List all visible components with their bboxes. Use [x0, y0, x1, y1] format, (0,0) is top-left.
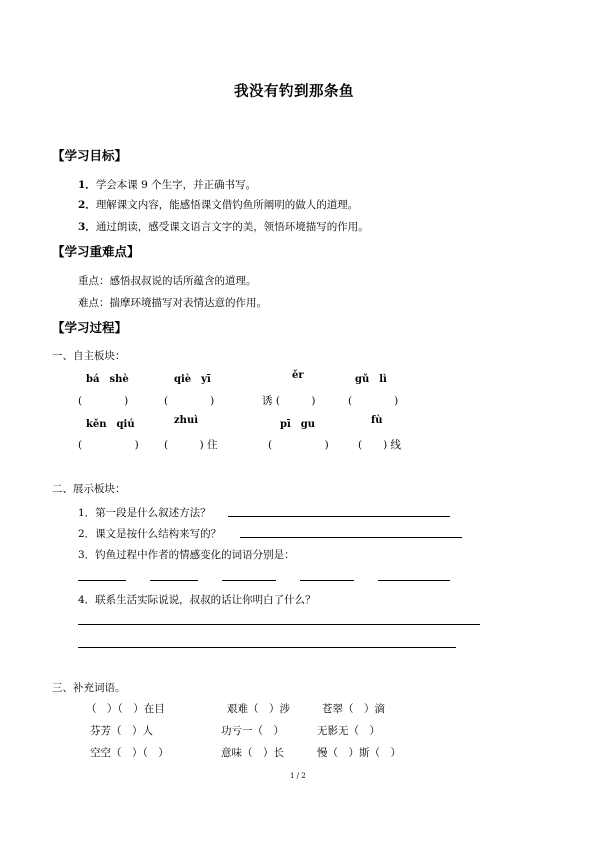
heading-process: 【学习过程】 [52, 320, 128, 335]
blank-fuxian[interactable]: ( ) 线 [358, 439, 402, 451]
question-1: 1．第一段是什么叙述方法？ [78, 507, 211, 519]
idiom-7: 空空（ ）（ ） [90, 747, 169, 759]
idiom-5: 功亏一（ ） [221, 725, 284, 737]
answer-line-q2[interactable] [240, 537, 462, 538]
pinyin-pigu: pī gu [280, 419, 316, 430]
part2-title: 二、展示板块： [52, 483, 126, 495]
heading-objectives: 【学习目标】 [52, 148, 128, 163]
answer-line-q3-d[interactable] [300, 580, 354, 581]
pinyin-kenqiu: kěn qiú [86, 419, 135, 430]
objective-1: 1．学会本课 9 个生字，并正确书写。 [78, 179, 257, 191]
answer-line-q3-b[interactable] [150, 580, 198, 581]
pinyin-zhui: zhuì [174, 415, 199, 426]
answer-line-q3-a[interactable] [78, 580, 126, 581]
focus-text: 重点：感悟叔叔说的话所蕴含的道理。 [78, 275, 257, 287]
part3-title: 三、补充词语。 [52, 682, 126, 694]
answer-line-q1[interactable] [228, 516, 450, 517]
idiom-6: 无影无（ ） [317, 725, 380, 737]
idiom-4: 芬芳（ ）人 [90, 725, 153, 737]
objective-3: 3．通过朗读，感受课文语言文字的美，领悟环境描写的作用。 [78, 221, 369, 233]
pinyin-guli: gǔ lì [355, 374, 387, 385]
question-2: 2．课文是按什么结构来写的？ [78, 528, 222, 540]
page-number: 1 / 2 [290, 772, 306, 780]
answer-line-q3-e[interactable] [378, 580, 450, 581]
question-4: 4．联系生活实际说说，叔叔的话让你明白了什么？ [78, 594, 316, 606]
pinyin-er: ěr [292, 370, 304, 381]
blank-youer[interactable]: 诱 ( ) [262, 395, 316, 407]
answer-line-q4-a[interactable] [78, 624, 480, 625]
blank-zhuizhu[interactable]: ( ) 住 [164, 439, 218, 451]
blank-qieyi[interactable]: ( ) [164, 395, 215, 407]
idiom-2: 艰难（ ）涉 [227, 703, 290, 715]
part1-title: 一、自主板块： [52, 350, 126, 362]
blank-kenqiu[interactable]: ( ) [78, 439, 139, 451]
blank-guli[interactable]: ( ) [348, 395, 399, 407]
answer-line-q3-c[interactable] [222, 580, 276, 581]
blank-pigu[interactable]: ( ) [268, 439, 329, 451]
pinyin-qieyi: qiè yī [174, 374, 211, 385]
idiom-8: 意味（ ）长 [221, 747, 284, 759]
blank-bashe[interactable]: ( ) [78, 395, 129, 407]
heading-keypoints: 【学习重难点】 [52, 244, 140, 259]
objective-2: 2．理解课文内容，能感悟课文借钓鱼所阐明的做人的道理。 [78, 199, 359, 211]
idiom-1: （ ）（ ）在目 [86, 703, 165, 715]
answer-line-q4-b[interactable] [78, 647, 456, 648]
pinyin-fu: fù [371, 415, 383, 426]
page-title: 我没有钓到那条鱼 [234, 84, 354, 100]
idiom-9: 慢（ ）斯（ ） [317, 747, 401, 759]
pinyin-bashe: bá shè [86, 374, 129, 385]
idiom-3: 苍翠（ ）滴 [322, 703, 385, 715]
difficulty-text: 难点：揣摩环境描写对表情达意的作用。 [78, 297, 267, 309]
question-3: 3．钓鱼过程中作者的情感变化的词语分别是： [78, 549, 295, 561]
